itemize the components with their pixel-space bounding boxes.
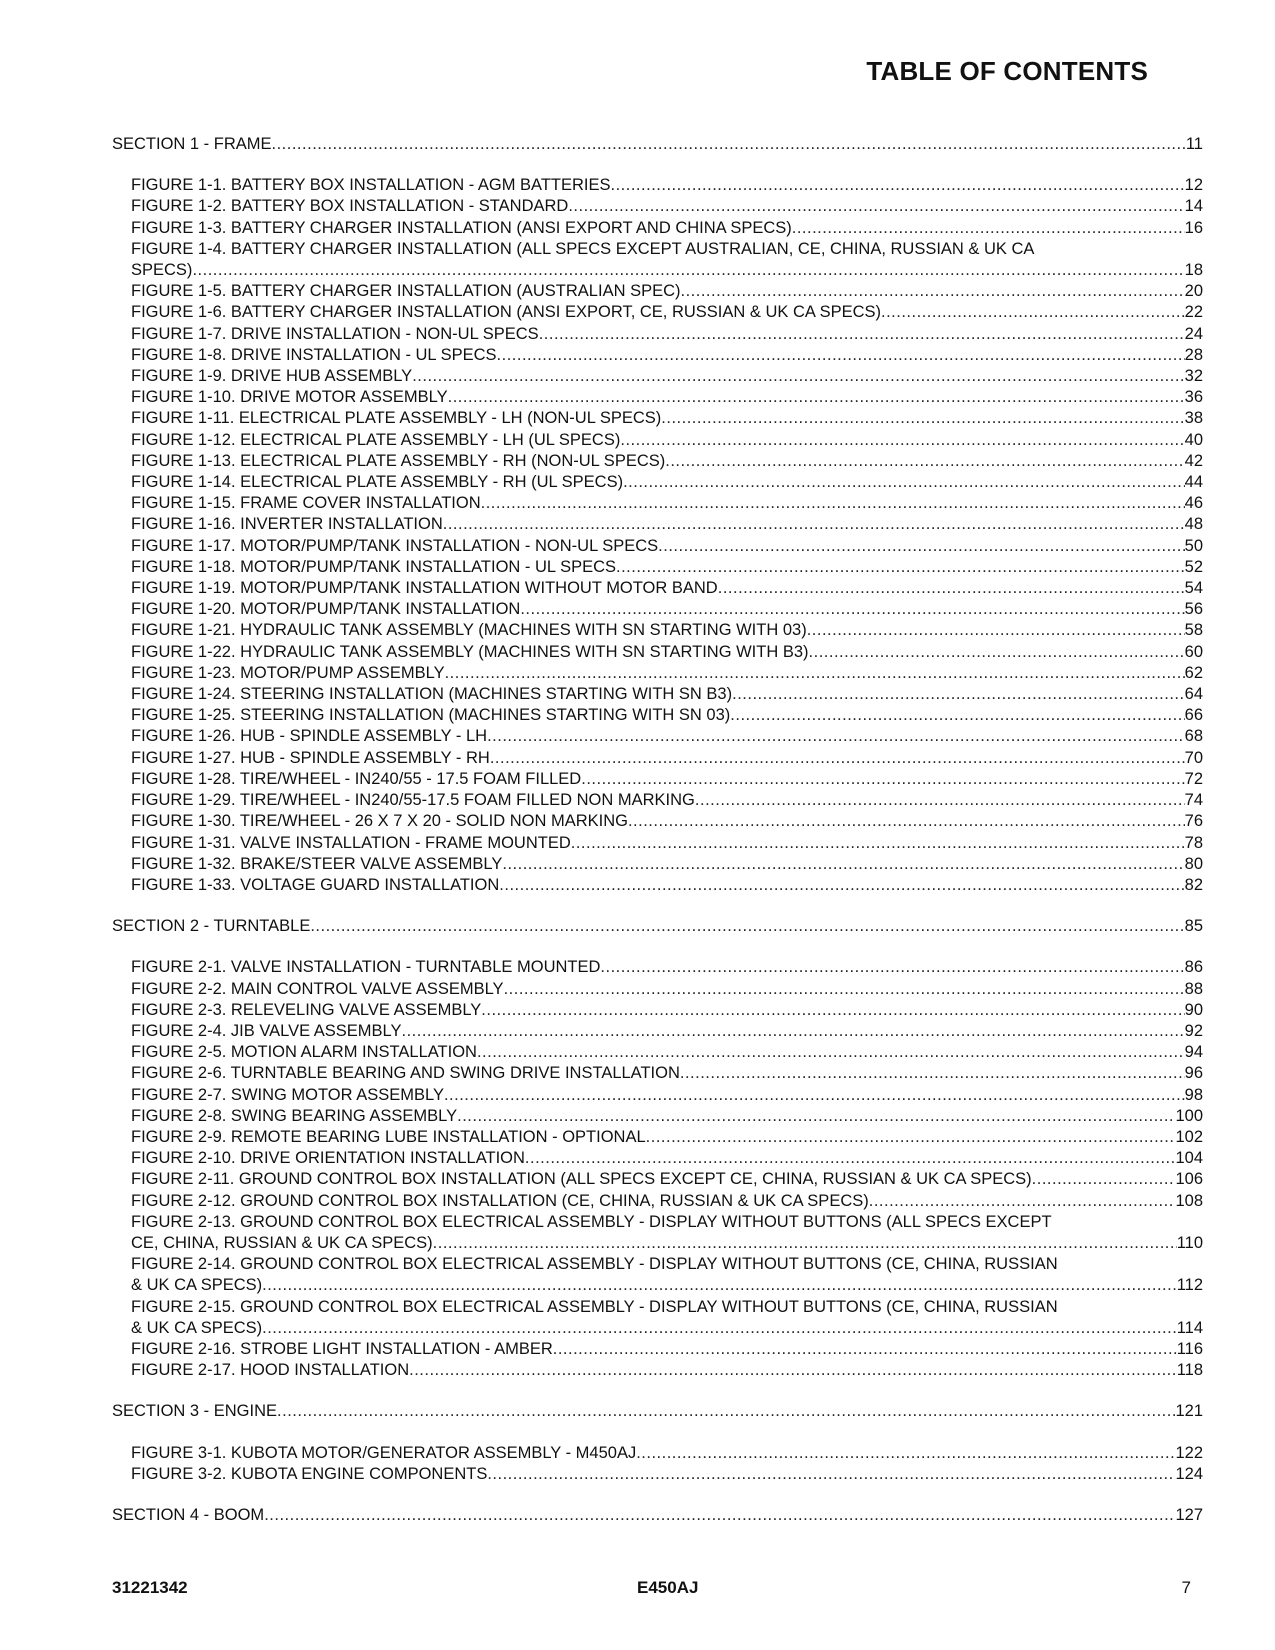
- toc-entry-label: FIGURE 1-30. TIRE/WHEEL - 26 X 7 X 20 - SOLID NON MARKING: [131, 812, 628, 831]
- toc-entry-label: FIGURE 2-8. SWING BEARING ASSEMBLY: [131, 1106, 458, 1125]
- toc-entry-page: 12: [1184, 176, 1203, 195]
- toc-entry-label: FIGURE 1-26. HUB - SPINDLE ASSEMBLY - LH: [131, 727, 488, 746]
- dot-leader: [497, 345, 1185, 366]
- toc-figure-entry[interactable]: [131, 472, 1203, 493]
- toc-entry-label: FIGURE 3-2. KUBOTA ENGINE COMPONENTS: [131, 1464, 488, 1483]
- dot-leader: [807, 620, 1185, 641]
- toc-entry-label: FIGURE 1-24. STEERING INSTALLATION (MACHINES STARTING WITH SN B3): [131, 685, 733, 704]
- toc-figure-entry[interactable]: [131, 175, 1203, 196]
- dot-leader: [623, 472, 1185, 493]
- toc-entry-page: 38: [1184, 409, 1203, 428]
- toc-figure-entry[interactable]: [131, 281, 1203, 302]
- toc-entry-page: 86: [1184, 958, 1203, 977]
- toc-entry-page: 76: [1184, 812, 1203, 831]
- document-number: 31221342: [112, 1578, 188, 1597]
- toc-entry-page: 32: [1184, 367, 1203, 386]
- dot-leader: [525, 1148, 1176, 1169]
- toc-section-entry[interactable]: [112, 1505, 1203, 1526]
- toc-entry-page: 18: [1184, 261, 1203, 280]
- toc-entry-label: FIGURE 1-7. DRIVE INSTALLATION - NON-UL SPECS: [131, 324, 539, 343]
- toc-section: [112, 1401, 1203, 1485]
- toc-entry-label: FIGURE 1-1. BATTERY BOX INSTALLATION - AGM BATTERIES: [131, 176, 611, 195]
- dot-leader: [646, 1127, 1176, 1148]
- toc-entry-label-line1: FIGURE 2-15. GROUND CONTROL BOX ELECTRICAL ASSEMBLY - DISPLAY WITHOUT BUTTONS (CE, CHINA, RUSSIAN: [131, 1297, 1058, 1316]
- toc-entry-label: FIGURE 1-5. BATTERY CHARGER INSTALLATION (AUSTRALIAN SPEC): [131, 282, 681, 301]
- dot-leader: [581, 769, 1184, 790]
- toc-figure-entry[interactable]: [131, 790, 1203, 811]
- toc-figure-entry[interactable]: [131, 493, 1203, 514]
- toc-entry-page: 44: [1184, 473, 1203, 492]
- toc-entry-page: 124: [1175, 1464, 1203, 1483]
- toc-entry-page: 62: [1184, 663, 1203, 682]
- toc-figure-entry[interactable]: [131, 1464, 1203, 1485]
- toc-entry-label-line1: FIGURE 2-13. GROUND CONTROL BOX ELECTRICAL ASSEMBLY - DISPLAY WITHOUT BUTTONS (ALL SPECS EXCEPT: [131, 1212, 1052, 1231]
- toc-entry-label: FIGURE 1-12. ELECTRICAL PLATE ASSEMBLY - LH (UL SPECS): [131, 430, 621, 449]
- toc-entry-label: FIGURE 2-17. HOOD INSTALLATION: [131, 1361, 410, 1380]
- toc-entry-label: FIGURE 1-20. MOTOR/PUMP/TANK INSTALLATION: [131, 600, 521, 619]
- toc-entry-label: SECTION 2 - TURNTABLE: [112, 917, 311, 936]
- toc-figure-entry[interactable]: [131, 620, 1203, 641]
- dot-leader: [444, 1085, 1185, 1106]
- toc-figure-entry[interactable]: [131, 324, 1203, 345]
- toc-figure-entry[interactable]: [131, 430, 1203, 451]
- toc-entry-label: FIGURE 1-33. VOLTAGE GUARD INSTALLATION: [131, 875, 500, 894]
- dot-leader: [310, 916, 1184, 937]
- toc-entry-label: FIGURE 3-1. KUBOTA MOTOR/GENERATOR ASSEMBLY - M450AJ: [131, 1443, 637, 1462]
- toc-entry-label: FIGURE 2-1. VALVE INSTALLATION - TURNTABLE MOUNTED: [131, 958, 601, 977]
- toc-entry-label: FIGURE 1-14. ELECTRICAL PLATE ASSEMBLY - RH (UL SPECS): [131, 473, 624, 492]
- dot-leader: [448, 387, 1185, 408]
- toc-entry-page: 121: [1175, 1402, 1203, 1421]
- toc-figure-entry[interactable]: [131, 302, 1203, 323]
- toc-figure-list: [112, 175, 1203, 896]
- dot-leader: [732, 684, 1185, 705]
- dot-leader: [402, 1021, 1185, 1042]
- toc-entry-page: 40: [1184, 430, 1203, 449]
- dot-leader: [809, 642, 1185, 663]
- toc-section: [112, 916, 1203, 1381]
- toc-figure-entry[interactable]: [131, 705, 1203, 726]
- toc-entry-page: 72: [1184, 769, 1203, 788]
- toc-figure-entry[interactable]: [131, 1127, 1203, 1148]
- dot-leader: [730, 705, 1184, 726]
- toc-section: [112, 1505, 1203, 1526]
- dot-leader: [553, 1339, 1177, 1360]
- dot-leader: [487, 1464, 1175, 1485]
- toc-entry-page: 42: [1184, 451, 1203, 470]
- toc-entry-page: 92: [1184, 1021, 1203, 1040]
- toc-entry-label: FIGURE 2-6. TURNTABLE BEARING AND SWING DRIVE INSTALLATION: [131, 1064, 680, 1083]
- dot-leader: [665, 451, 1184, 472]
- toc-figure-entry[interactable]: [131, 239, 1203, 281]
- toc-entry-page: 116: [1176, 1339, 1203, 1358]
- toc-entry-label: FIGURE 2-10. DRIVE ORIENTATION INSTALLATION: [131, 1149, 525, 1168]
- toc-entry-page: 70: [1184, 748, 1203, 767]
- toc-figure-entry[interactable]: [131, 514, 1203, 535]
- toc-section-entry[interactable]: [112, 1401, 1203, 1422]
- toc-entry-label: FIGURE 1-3. BATTERY CHARGER INSTALLATION (ANSI EXPORT AND CHINA SPECS): [131, 218, 792, 237]
- page-number: 7: [1181, 1578, 1191, 1597]
- toc-figure-entry[interactable]: [131, 833, 1203, 854]
- toc-entry-label: FIGURE 1-6. BATTERY CHARGER INSTALLATION (ANSI EXPORT, CE, RUSSIAN & UK CA SPECS): [131, 303, 882, 322]
- toc-entry-page: 122: [1175, 1443, 1203, 1462]
- toc-entry-label: FIGURE 1-19. MOTOR/PUMP/TANK INSTALLATION WITHOUT MOTOR BAND: [131, 579, 718, 598]
- dot-leader: [481, 493, 1185, 514]
- toc-entry-page: 74: [1184, 791, 1203, 810]
- toc-entry-label: FIGURE 1-27. HUB - SPINDLE ASSEMBLY - RH: [131, 748, 490, 767]
- toc-entry-page: 56: [1184, 600, 1203, 619]
- toc-figure-entry[interactable]: [131, 1085, 1203, 1106]
- dot-leader: [457, 1106, 1175, 1127]
- toc-figure-entry[interactable]: [131, 451, 1203, 472]
- toc-figure-entry[interactable]: [131, 196, 1203, 217]
- toc-figure-entry[interactable]: [131, 1443, 1203, 1464]
- toc-figure-entry[interactable]: [131, 811, 1203, 832]
- toc-entry-page: 108: [1175, 1191, 1203, 1210]
- dot-leader: [445, 663, 1185, 684]
- toc-entry-label: SECTION 3 - ENGINE: [112, 1402, 278, 1421]
- toc-entry-page: 106: [1175, 1170, 1203, 1189]
- toc-entry-label: FIGURE 1-29. TIRE/WHEEL - IN240/55-17.5 FOAM FILLED NON MARKING: [131, 791, 695, 810]
- dot-leader: [487, 726, 1185, 747]
- toc-figure-entry[interactable]: [131, 663, 1203, 684]
- toc-entry-label: FIGURE 2-3. RELEVELING VALVE ASSEMBLY: [131, 1000, 482, 1019]
- dot-leader: [481, 1000, 1184, 1021]
- toc-figure-entry[interactable]: [131, 408, 1203, 429]
- dot-leader: [264, 1505, 1175, 1526]
- toc-figure-entry[interactable]: [131, 769, 1203, 790]
- dot-leader: [262, 1275, 1177, 1296]
- toc-figure-entry[interactable]: [131, 684, 1203, 705]
- dot-leader: [600, 957, 1184, 978]
- dot-leader: [611, 175, 1185, 196]
- toc-entry-page: 96: [1184, 1064, 1203, 1083]
- page-title: TABLE OF CONTENTS: [866, 56, 1148, 86]
- toc-entry-label: FIGURE 2-2. MAIN CONTROL VALVE ASSEMBLY: [131, 979, 504, 998]
- toc-entry-label: FIGURE 1-16. INVERTER INSTALLATION: [131, 515, 443, 534]
- toc-figure-list: [112, 1443, 1203, 1485]
- dot-leader: [568, 196, 1184, 217]
- toc-entry-page: 112: [1176, 1276, 1203, 1295]
- toc-entry-page: 68: [1184, 727, 1203, 746]
- dot-leader: [869, 1191, 1176, 1212]
- dot-leader: [628, 811, 1185, 832]
- toc-figure-entry[interactable]: [131, 1297, 1203, 1339]
- toc-entry-label: FIGURE 1-2. BATTERY BOX INSTALLATION - STANDARD: [131, 197, 569, 216]
- toc-figure-entry[interactable]: [131, 854, 1203, 875]
- dot-leader: [636, 1443, 1175, 1464]
- dot-leader: [502, 854, 1184, 875]
- toc-entry-page: 82: [1184, 875, 1203, 894]
- dot-leader: [499, 875, 1184, 896]
- toc-figure-entry[interactable]: [131, 345, 1203, 366]
- toc-entry-page: 50: [1184, 536, 1203, 555]
- dot-leader: [539, 324, 1185, 345]
- toc-entry-label: FIGURE 2-12. GROUND CONTROL BOX INSTALLATION (CE, CHINA, RUSSIAN & UK CA SPECS): [131, 1191, 869, 1210]
- toc-section: [112, 134, 1203, 896]
- dot-leader: [718, 578, 1185, 599]
- toc-figure-entry[interactable]: [131, 1063, 1203, 1084]
- toc-entry-page: 85: [1184, 917, 1203, 936]
- toc-entry-page: 127: [1175, 1505, 1203, 1524]
- toc-figure-entry[interactable]: [131, 642, 1203, 663]
- toc-entry-label: SECTION 4 - BOOM: [112, 1505, 265, 1524]
- toc-figure-entry[interactable]: [131, 875, 1203, 896]
- toc-entry-page: 100: [1175, 1106, 1203, 1125]
- toc-figure-entry[interactable]: [131, 1254, 1203, 1296]
- toc-entry-label: FIGURE 2-16. STROBE LIGHT INSTALLATION - AMBER: [131, 1339, 553, 1358]
- page-footer: [112, 1578, 1203, 1602]
- toc-entry-page: 90: [1184, 1000, 1203, 1019]
- toc-entry-page: 60: [1184, 642, 1203, 661]
- dot-leader: [620, 430, 1184, 451]
- dot-leader: [272, 134, 1186, 155]
- toc-entry-label-line1: FIGURE 2-14. GROUND CONTROL BOX ELECTRICAL ASSEMBLY - DISPLAY WITHOUT BUTTONS (CE, CHINA, RUSSIAN: [131, 1255, 1058, 1274]
- dot-leader: [412, 366, 1184, 387]
- toc-entry-label: FIGURE 2-4. JIB VALVE ASSEMBLY: [131, 1021, 402, 1040]
- dot-leader: [443, 514, 1185, 535]
- toc-entry-label: FIGURE 1-22. HYDRAULIC TANK ASSEMBLY (MACHINES WITH SN STARTING WITH B3): [131, 642, 809, 661]
- toc-figure-entry[interactable]: [131, 218, 1203, 239]
- toc-entry-label: FIGURE 1-9. DRIVE HUB ASSEMBLY: [131, 367, 413, 386]
- dot-leader: [490, 748, 1185, 769]
- toc-entry-page: 22: [1184, 303, 1203, 322]
- toc-entry-label: FIGURE 1-13. ELECTRICAL PLATE ASSEMBLY - RH (NON-UL SPECS): [131, 451, 666, 470]
- toc-entry-page: 28: [1184, 345, 1203, 364]
- toc-entry-label: FIGURE 1-31. VALVE INSTALLATION - FRAME MOUNTED: [131, 833, 571, 852]
- toc-entry-label: FIGURE 1-28. TIRE/WHEEL - IN240/55 - 17.5 FOAM FILLED: [131, 769, 582, 788]
- toc-entry-page: 52: [1184, 557, 1203, 576]
- toc-entry-label: FIGURE 1-25. STEERING INSTALLATION (MACHINES STARTING WITH SN 03): [131, 706, 731, 725]
- toc-entry-page: 118: [1176, 1361, 1203, 1380]
- toc-entry-label: FIGURE 1-10. DRIVE MOTOR ASSEMBLY: [131, 388, 448, 407]
- toc-figure-entry[interactable]: [131, 557, 1203, 578]
- toc-entry-page: 48: [1184, 515, 1203, 534]
- toc-entry-label: FIGURE 1-18. MOTOR/PUMP/TANK INSTALLATION - UL SPECS: [131, 557, 617, 576]
- toc-entry-page: 80: [1184, 854, 1203, 873]
- toc-figure-entry[interactable]: [131, 1191, 1203, 1212]
- dot-leader: [262, 1318, 1177, 1339]
- dot-leader: [616, 557, 1185, 578]
- dot-leader: [680, 1063, 1185, 1084]
- dot-leader: [658, 536, 1184, 557]
- toc-entry-label: FIGURE 1-8. DRIVE INSTALLATION - UL SPECS: [131, 345, 497, 364]
- toc-entry-label: FIGURE 1-11. ELECTRICAL PLATE ASSEMBLY - LH (NON-UL SPECS): [131, 409, 662, 428]
- toc-entry-page: 54: [1184, 579, 1203, 598]
- dot-leader: [520, 599, 1184, 620]
- toc-figure-entry[interactable]: [131, 366, 1203, 387]
- toc-entry-label: CE, CHINA, RUSSIAN & UK CA SPECS): [131, 1233, 433, 1252]
- toc-figure-entry[interactable]: [131, 1169, 1203, 1190]
- toc-entry-label: & UK CA SPECS): [131, 1318, 263, 1337]
- toc-entry-page: 98: [1184, 1085, 1203, 1104]
- toc-figure-entry[interactable]: [131, 748, 1203, 769]
- dot-leader: [571, 833, 1185, 854]
- model-name: E450AJ: [637, 1578, 699, 1597]
- toc-figure-entry[interactable]: [131, 979, 1203, 1000]
- dot-leader: [277, 1401, 1175, 1422]
- toc-entry-page: 20: [1184, 282, 1203, 301]
- dot-leader: [681, 281, 1185, 302]
- dot-leader: [433, 1233, 1177, 1254]
- toc-section-entry[interactable]: [112, 916, 1203, 937]
- toc-entry-page: 66: [1184, 706, 1203, 725]
- toc-figure-entry[interactable]: [131, 1360, 1203, 1381]
- toc-entry-label: FIGURE 1-17. MOTOR/PUMP/TANK INSTALLATION - NON-UL SPECS: [131, 536, 659, 555]
- dot-leader: [695, 790, 1185, 811]
- toc-entry-label: FIGURE 2-9. REMOTE BEARING LUBE INSTALLATION - OPTIONAL: [131, 1127, 646, 1146]
- dot-leader: [661, 408, 1184, 429]
- toc-figure-entry[interactable]: [131, 726, 1203, 747]
- toc-entry-page: 88: [1184, 979, 1203, 998]
- toc-figure-entry[interactable]: [131, 1042, 1203, 1063]
- toc-entry-label: FIGURE 2-11. GROUND CONTROL BOX INSTALLATION (ALL SPECS EXCEPT CE, CHINA, RUSSIAN & UK CA SPECS): [131, 1170, 1032, 1189]
- toc-figure-entry[interactable]: [131, 599, 1203, 620]
- toc-figure-entry[interactable]: [131, 1339, 1203, 1360]
- toc-figure-entry[interactable]: [131, 1212, 1203, 1254]
- toc-entry-page: 102: [1175, 1127, 1203, 1146]
- toc-entry-label: FIGURE 1-21. HYDRAULIC TANK ASSEMBLY (MACHINES WITH SN STARTING WITH 03): [131, 621, 807, 640]
- toc-entry-label: SECTION 1 - FRAME: [112, 135, 272, 153]
- toc-entry-page: 16: [1184, 218, 1203, 237]
- toc-entry-label: FIGURE 1-15. FRAME COVER INSTALLATION: [131, 494, 481, 513]
- toc-entry-page: 36: [1184, 388, 1203, 407]
- toc-entry-page: 94: [1184, 1043, 1203, 1062]
- toc-entry-page: 78: [1184, 833, 1203, 852]
- toc-entry-page: 46: [1184, 494, 1203, 513]
- toc-entry-page: 58: [1184, 621, 1203, 640]
- dot-leader: [881, 302, 1185, 323]
- toc-entry-label: FIGURE 2-7. SWING MOTOR ASSEMBLY: [131, 1085, 444, 1104]
- toc-entry-page: 114: [1176, 1318, 1203, 1337]
- table-of-contents: [112, 134, 1203, 1526]
- toc-entry-page: 104: [1175, 1149, 1203, 1168]
- toc-figure-entry[interactable]: [131, 1148, 1203, 1169]
- toc-entry-page: 11: [1185, 135, 1203, 153]
- toc-figure-entry[interactable]: [131, 1021, 1203, 1042]
- toc-entry-page: 110: [1176, 1233, 1203, 1252]
- toc-entry-label: & UK CA SPECS): [131, 1276, 263, 1295]
- toc-entry-page: 14: [1184, 197, 1203, 216]
- dot-leader: [192, 260, 1184, 281]
- toc-figure-entry[interactable]: [131, 387, 1203, 408]
- dot-leader: [477, 1042, 1185, 1063]
- dot-leader: [504, 979, 1185, 1000]
- toc-figure-entry[interactable]: [131, 1000, 1203, 1021]
- toc-figure-entry[interactable]: [131, 536, 1203, 557]
- toc-section-entry[interactable]: [112, 134, 1203, 155]
- toc-entry-label: FIGURE 1-23. MOTOR/PUMP ASSEMBLY: [131, 663, 445, 682]
- toc-figure-list: [112, 957, 1203, 1381]
- toc-entry-label: FIGURE 2-5. MOTION ALARM INSTALLATION: [131, 1043, 477, 1062]
- toc-figure-entry[interactable]: [131, 1106, 1203, 1127]
- toc-entry-page: 24: [1184, 324, 1203, 343]
- toc-entry-label-line1: FIGURE 1-4. BATTERY CHARGER INSTALLATION (ALL SPECS EXCEPT AUSTRALIAN, CE, CHINA, RUSSIAN & UK CA: [131, 239, 1035, 258]
- toc-entry-page: 64: [1184, 685, 1203, 704]
- toc-figure-entry[interactable]: [131, 957, 1203, 978]
- dot-leader: [409, 1360, 1177, 1381]
- dot-leader: [1032, 1169, 1176, 1190]
- toc-figure-entry[interactable]: [131, 578, 1203, 599]
- dot-leader: [792, 218, 1185, 239]
- toc-entry-label: FIGURE 1-32. BRAKE/STEER VALVE ASSEMBLY: [131, 854, 503, 873]
- toc-entry-label: SPECS): [131, 261, 193, 280]
